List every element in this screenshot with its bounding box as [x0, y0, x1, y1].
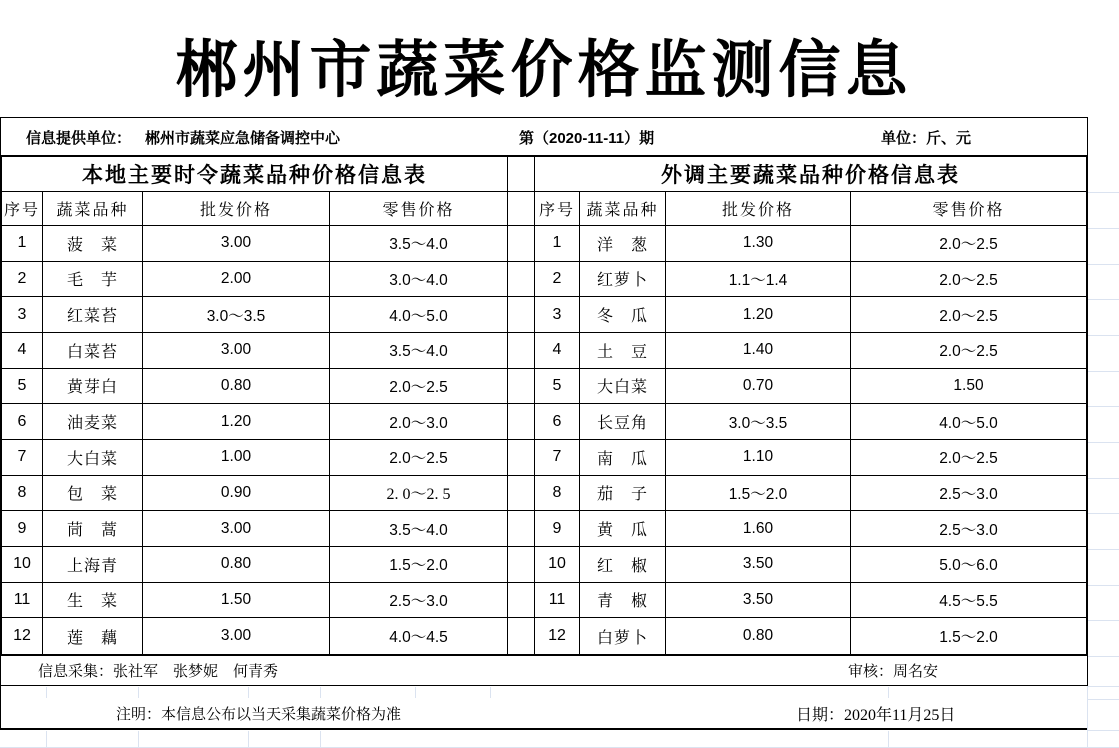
info-provider-label: 信息提供单位：: [26, 129, 132, 147]
local-col-header-1: 蔬菜品种: [43, 192, 143, 226]
gridline: [1088, 442, 1119, 443]
collectors: 信息采集：张社军 张梦妮 何青秀: [38, 663, 279, 680]
spacer-cell: [508, 226, 535, 262]
external-row-no: 9: [535, 511, 580, 547]
spacer-cell: [508, 192, 535, 226]
price-tables: [0, 155, 1088, 656]
external-row-wholesale: 1.30: [666, 226, 851, 262]
external-row-no: 5: [535, 369, 580, 405]
gridline: [1088, 299, 1119, 300]
local-row-wholesale: 3.00: [143, 511, 330, 547]
local-row-wholesale: 1.00: [143, 440, 330, 476]
gridline: [1088, 192, 1119, 193]
local-row-retail: 3.0～4.0: [330, 262, 508, 298]
external-row-wholesale: 0.80: [666, 618, 851, 654]
local-row-no: 3: [2, 297, 43, 333]
gridline: [1088, 585, 1119, 586]
local-row-name: 红菜苔: [43, 297, 143, 333]
spacer-cell: [508, 262, 535, 298]
local-row-wholesale: 3.00: [143, 618, 330, 654]
external-row-no: 1: [535, 226, 580, 262]
local-row-wholesale: 3.00: [143, 226, 330, 262]
note-row: [0, 699, 1088, 730]
external-row-wholesale: 1.1～1.4: [666, 262, 851, 298]
local-row-retail: 2. 0～2. 5: [330, 476, 508, 512]
external-row-retail: 2.0～2.5: [851, 262, 1086, 298]
local-row-wholesale: 3.00: [143, 333, 330, 369]
external-col-header-0: 序号: [535, 192, 580, 226]
gridline: [46, 687, 47, 698]
external-row-wholesale: 1.60: [666, 511, 851, 547]
external-row-retail: 5.0～6.0: [851, 547, 1086, 583]
external-row-name: 白萝卜: [580, 618, 666, 654]
local-row-wholesale: 1.20: [143, 404, 330, 440]
unit-label: 单位：斤、元: [881, 129, 972, 147]
local-row-no: 10: [2, 547, 43, 583]
external-col-header-1: 蔬菜品种: [580, 192, 666, 226]
gridline: [1088, 620, 1119, 621]
gridline: [1088, 228, 1119, 229]
info-provider: [26, 118, 340, 156]
issue-number: 第（2020-11-11）期: [519, 129, 655, 147]
gridline: [1088, 656, 1119, 657]
gridline: [1088, 264, 1119, 265]
spacer-cell: [508, 404, 535, 440]
external-row-retail: 2.5～3.0: [851, 476, 1086, 512]
spacer-cell: [508, 369, 535, 405]
gridline: [888, 731, 889, 748]
local-row-wholesale: 0.80: [143, 369, 330, 405]
local-row-name: 菠 菜: [43, 226, 143, 262]
external-row-retail: 1.5～2.0: [939, 629, 998, 647]
local-row-name: 黄芽白: [43, 369, 143, 405]
local-row-no: 9: [2, 511, 43, 547]
external-row-no: 4: [535, 333, 580, 369]
gridline: [320, 731, 321, 748]
local-row-name: 上海青: [43, 547, 143, 583]
collect-row: [0, 656, 1088, 686]
local-row-wholesale: 0.90: [143, 476, 330, 512]
external-row-wholesale: 1.20: [666, 297, 851, 333]
local-row-retail: 2.5～3.0: [330, 583, 508, 619]
local-row-no: 2: [2, 262, 43, 298]
external-row-name: 冬 瓜: [580, 297, 666, 333]
external-row-wholesale: 3.50: [666, 583, 851, 619]
gridline: [1088, 686, 1119, 687]
external-row-wholesale: 1.5～2.0: [666, 476, 851, 512]
local-row-retail: 3.5～4.0: [330, 226, 508, 262]
external-row-retail: 2.0～2.5: [851, 333, 1086, 369]
gridline: [1088, 406, 1119, 407]
info-bar: [0, 117, 1088, 155]
local-col-header-2: 批发价格: [143, 192, 330, 226]
spacer-cell: [508, 618, 535, 654]
local-row-retail: 2.0～2.5: [330, 369, 508, 405]
local-row-no: 1: [2, 226, 43, 262]
date-text: 日期：2020年11月25日: [796, 707, 956, 724]
local-row-no: 6: [2, 404, 43, 440]
local-row-no: 12: [2, 618, 43, 654]
spacer-cell: [508, 547, 535, 583]
local-table-title: 本地主要时令蔬菜品种价格信息表: [2, 157, 508, 192]
gridline: [320, 687, 321, 698]
local-row-no: 11: [2, 583, 43, 619]
local-row-wholesale: 1.50: [143, 583, 330, 619]
gridline: [1088, 371, 1119, 372]
gridline: [1088, 549, 1119, 550]
local-row-name: 白菜苔: [43, 333, 143, 369]
local-row-retail: 2.0～3.0: [330, 404, 508, 440]
local-row-retail: 4.0～4.5: [330, 618, 508, 654]
external-row-no: 12: [535, 618, 580, 654]
gridline: [248, 687, 249, 698]
gridline: [490, 687, 491, 698]
spacer-cell: [508, 157, 535, 192]
local-row-name: 毛 芋: [43, 262, 143, 298]
gridline: [1088, 699, 1119, 700]
external-table-title: 外调主要蔬菜品种价格信息表: [535, 157, 1086, 192]
local-row-retail: 1.5～2.0: [330, 547, 508, 583]
local-row-no: 7: [2, 440, 43, 476]
external-row-no: 2: [535, 262, 580, 298]
spacer-cell: [508, 297, 535, 333]
external-row-name: 长豆角: [580, 404, 666, 440]
external-row-retail: 1.50: [851, 369, 1086, 405]
local-row-name: 生 菜: [43, 583, 143, 619]
external-row-retail: 2.0～2.5: [851, 226, 1086, 262]
local-row-wholesale: 3.0～3.5: [143, 297, 330, 333]
spacer-cell: [508, 511, 535, 547]
external-row-no: 3: [535, 297, 580, 333]
gridline: [1088, 730, 1119, 731]
local-row-retail: 4.0～5.0: [330, 297, 508, 333]
external-row-name: 洋 葱: [580, 226, 666, 262]
local-row-no: 5: [2, 369, 43, 405]
external-row-name: 茄 子: [580, 476, 666, 512]
gap-row: [0, 686, 1088, 699]
spacer-cell: [508, 333, 535, 369]
external-row-retail: 2.0～2.5: [851, 440, 1086, 476]
external-row-retail: 4.0～5.0: [851, 404, 1086, 440]
external-row-name: 大白菜: [580, 369, 666, 405]
gridline: [248, 731, 249, 748]
local-row-name: 油麦菜: [43, 404, 143, 440]
external-row-no: 10: [535, 547, 580, 583]
local-row-name: 茼 蒿: [43, 511, 143, 547]
local-row-wholesale: 2.00: [143, 262, 330, 298]
external-row-name: 黄 瓜: [580, 511, 666, 547]
external-col-header-2: 批发价格: [666, 192, 851, 226]
info-provider-value: 郴州市蔬菜应急储备调控中心: [145, 129, 341, 147]
local-row-name: 大白菜: [43, 440, 143, 476]
external-row-name: 红 椒: [580, 547, 666, 583]
external-row-no: 8: [535, 476, 580, 512]
gridline: [138, 731, 139, 748]
local-row-retail: 2.0～2.5: [330, 440, 508, 476]
external-row-no: 7: [535, 440, 580, 476]
local-row-no: 8: [2, 476, 43, 512]
gridline: [1088, 335, 1119, 336]
external-row-wholesale: 1.10: [666, 440, 851, 476]
local-row-no: 4: [2, 333, 43, 369]
local-row-wholesale: 0.80: [143, 547, 330, 583]
external-row-wholesale: 1.40: [666, 333, 851, 369]
gridline: [1088, 478, 1119, 479]
external-col-header-3: 零售价格: [851, 192, 1086, 226]
external-row-retail: 4.5～5.5: [851, 583, 1086, 619]
spacer-cell: [508, 583, 535, 619]
gridline: [46, 731, 47, 748]
gridline: [888, 687, 889, 698]
gridline: [1088, 513, 1119, 514]
external-row-name: 红萝卜: [580, 262, 666, 298]
local-row-retail: 3.5～4.0: [330, 511, 508, 547]
external-row-name: 青 椒: [580, 583, 666, 619]
external-row-wholesale: 3.0～3.5: [666, 404, 851, 440]
local-col-header-3: 零售价格: [330, 192, 508, 226]
note-text: 注明：本信息公布以当天采集蔬菜价格为准: [116, 706, 402, 723]
gridline: [415, 687, 416, 698]
local-row-retail: 3.5～4.0: [330, 333, 508, 369]
external-row-name: 南 瓜: [580, 440, 666, 476]
external-row-no: 6: [535, 404, 580, 440]
gridline: [1087, 686, 1088, 748]
external-row-wholesale: 0.70: [666, 369, 851, 405]
external-row-wholesale: 3.50: [666, 547, 851, 583]
spacer-cell: [508, 476, 535, 512]
page-title: 郴州市蔬菜价格监测信息: [175, 36, 913, 105]
external-row-no: 11: [535, 583, 580, 619]
local-row-name: 包 菜: [43, 476, 143, 512]
local-col-header-0: 序号: [2, 192, 43, 226]
spacer-cell: [508, 440, 535, 476]
external-row-retail: 2.0～2.5: [851, 297, 1086, 333]
external-row-name: 土 豆: [580, 333, 666, 369]
reviewer: 审核：周名安: [848, 663, 939, 680]
local-row-name: 莲 藕: [43, 618, 143, 654]
external-row-retail: 2.5～3.0: [851, 511, 1086, 547]
gridline: [138, 687, 139, 698]
